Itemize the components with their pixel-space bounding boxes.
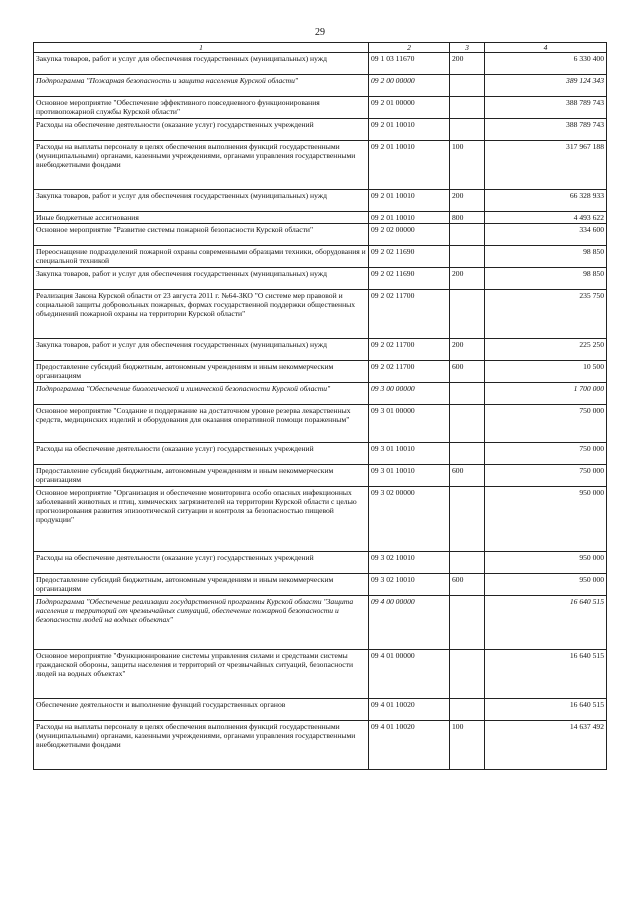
cell-code: 09 4 00 00000: [369, 596, 450, 650]
page-number: 29: [315, 27, 325, 38]
cell-amount: 98 850: [485, 268, 607, 290]
cell-expense-type: [450, 487, 485, 552]
table-row: [34, 75, 607, 97]
cell-code: 09 2 02 11690: [369, 268, 450, 290]
cell-code: 09 2 01 10010: [369, 190, 450, 212]
table-row: [34, 268, 607, 290]
cell-amount: 66 328 933: [485, 190, 607, 212]
cell-expense-type: 600: [450, 361, 485, 383]
cell-amount: 950 000: [485, 487, 607, 552]
cell-expense-type: 100: [450, 141, 485, 190]
cell-expense-type: 200: [450, 339, 485, 361]
cell-expense-type: [450, 224, 485, 246]
table-row: [34, 97, 607, 119]
cell-code: 09 4 01 10020: [369, 699, 450, 721]
table-row: [34, 224, 607, 246]
cell-expense-type: 200: [450, 190, 485, 212]
table-row: [34, 552, 607, 574]
cell-expense-type: [450, 119, 485, 141]
cell-name: Расходы на выплаты персоналу в целях обеспечения выполнения функций государственными (муниципальными) органами, казенными учреждениями, органами управления государственными внебюджетными фондами: [34, 721, 369, 770]
cell-code: 09 3 00 00000: [369, 383, 450, 405]
cell-amount: 950 000: [485, 574, 607, 596]
cell-name: Основное мероприятие "Функционирование системы управления силами и средствами системы гражданской обороны, защиты населения и территорий от чрезвычайных ситуаций, безопасности людей на водных объектах": [34, 650, 369, 699]
budget-table: [33, 42, 607, 770]
cell-name: Предоставление субсидий бюджетным, автономным учреждениям и иным некоммерческим организациям: [34, 574, 369, 596]
cell-expense-type: 100: [450, 721, 485, 770]
cell-amount: 10 500: [485, 361, 607, 383]
cell-expense-type: [450, 552, 485, 574]
cell-name: Предоставление субсидий бюджетным, автономным учреждениям и иным некоммерческим организациям: [34, 361, 369, 383]
cell-code: 09 3 02 00000: [369, 487, 450, 552]
cell-name: Подпрограмма "Обеспечение биологической и химической безопасности Курской области": [34, 383, 369, 405]
cell-code: 09 2 00 00000: [369, 75, 450, 97]
cell-code: 09 3 02 10010: [369, 574, 450, 596]
header-row: [34, 43, 607, 53]
cell-name: Основное мероприятие "Создание и поддержание на достаточном уровне резерва лекарственных средств, медицинских изделий и оборудования для оказания оперативной помощи пораженным": [34, 405, 369, 443]
table-row: [34, 119, 607, 141]
table-row: [34, 574, 607, 596]
cell-name: Основное мероприятие "Развитие системы пожарной безопасности Курской области": [34, 224, 369, 246]
cell-amount: 750 000: [485, 405, 607, 443]
header-col-1: 1: [34, 43, 369, 53]
cell-amount: 950 000: [485, 552, 607, 574]
cell-name: Расходы на обеспечение деятельности (оказание услуг) государственных учреждений: [34, 552, 369, 574]
cell-amount: 16 640 515: [485, 699, 607, 721]
cell-name: Закупка товаров, работ и услуг для обеспечения государственных (муниципальных) нужд: [34, 190, 369, 212]
header-col-4: 4: [485, 43, 607, 53]
cell-code: 09 2 02 11700: [369, 339, 450, 361]
table-row: [34, 290, 607, 339]
table-header: [34, 43, 607, 53]
table-row: [34, 650, 607, 699]
cell-expense-type: [450, 699, 485, 721]
cell-amount: 317 967 188: [485, 141, 607, 190]
cell-code: 09 3 01 10010: [369, 465, 450, 487]
cell-expense-type: 600: [450, 465, 485, 487]
cell-amount: 98 850: [485, 246, 607, 268]
cell-name: Предоставление субсидий бюджетным, автономным учреждениям и иным некоммерческим организациям: [34, 465, 369, 487]
cell-expense-type: [450, 75, 485, 97]
cell-amount: 750 000: [485, 465, 607, 487]
cell-amount: 388 789 743: [485, 97, 607, 119]
cell-code: 09 2 01 10010: [369, 141, 450, 190]
cell-name: Основное мероприятие "Организация и обеспечение мониторинга особо опасных инфекционных заболеваний животных и птиц, химических загрязнителей на территории Курской области с целью прогнозирования развития эпизоотической ситуации и контроля за безопасностью пищевой продукции": [34, 487, 369, 552]
cell-amount: 389 124 343: [485, 75, 607, 97]
cell-expense-type: [450, 405, 485, 443]
cell-code: 09 2 01 10010: [369, 212, 450, 224]
table-row: [34, 721, 607, 770]
cell-name: Расходы на обеспечение деятельности (оказание услуг) государственных учреждений: [34, 443, 369, 465]
cell-expense-type: [450, 596, 485, 650]
header-col-3: 3: [450, 43, 485, 53]
table-row: [34, 212, 607, 224]
cell-code: 09 2 02 11700: [369, 290, 450, 339]
cell-expense-type: 800: [450, 212, 485, 224]
table-body: [34, 53, 607, 770]
cell-code: 09 2 02 11690: [369, 246, 450, 268]
cell-expense-type: 200: [450, 53, 485, 75]
cell-name: Закупка товаров, работ и услуг для обеспечения государственных (муниципальных) нужд: [34, 53, 369, 75]
table-row: [34, 443, 607, 465]
cell-code: 09 4 01 00000: [369, 650, 450, 699]
table-row: [34, 487, 607, 552]
cell-name: Обеспечение деятельности и выполнение функций государственных органов: [34, 699, 369, 721]
cell-code: 09 3 02 10010: [369, 552, 450, 574]
cell-expense-type: [450, 246, 485, 268]
cell-name: Расходы на выплаты персоналу в целях обеспечения выполнения функций государственными (муниципальными) органами, казенными учреждениями, органами управления государственными внебюджетными фондами: [34, 141, 369, 190]
cell-amount: 235 750: [485, 290, 607, 339]
cell-name: Закупка товаров, работ и услуг для обеспечения государственных (муниципальных) нужд: [34, 339, 369, 361]
table-row: [34, 141, 607, 190]
cell-code: 09 2 02 00000: [369, 224, 450, 246]
cell-amount: 4 493 622: [485, 212, 607, 224]
cell-amount: 334 600: [485, 224, 607, 246]
cell-code: 09 2 01 10010: [369, 119, 450, 141]
cell-name: Реализация Закона Курской области от 23 августа 2011 г. №64-ЗКО "О системе мер правовой и социальной защиты добровольных пожарных, формах государственной поддержки общественных объединений пожарной охраны на территории Курской области": [34, 290, 369, 339]
cell-amount: 1 700 000: [485, 383, 607, 405]
cell-amount: 6 330 400: [485, 53, 607, 75]
cell-amount: 16 640 515: [485, 596, 607, 650]
cell-expense-type: 600: [450, 574, 485, 596]
cell-name: Иные бюджетные ассигнования: [34, 212, 369, 224]
cell-amount: 14 637 492: [485, 721, 607, 770]
table-row: [34, 405, 607, 443]
cell-name: Переоснащение подразделений пожарной охраны современными образцами техники, оборудования и специальной техникой: [34, 246, 369, 268]
cell-name: Расходы на обеспечение деятельности (оказание услуг) государственных учреждений: [34, 119, 369, 141]
cell-expense-type: 200: [450, 268, 485, 290]
header-col-2: 2: [369, 43, 450, 53]
table-row: [34, 465, 607, 487]
cell-name: Подпрограмма "Пожарная безопасность и защита населения Курской области": [34, 75, 369, 97]
cell-amount: 388 789 743: [485, 119, 607, 141]
table-row: [34, 699, 607, 721]
cell-code: 09 3 01 00000: [369, 405, 450, 443]
cell-amount: 16 640 515: [485, 650, 607, 699]
cell-expense-type: [450, 290, 485, 339]
table-row: [34, 383, 607, 405]
cell-expense-type: [450, 650, 485, 699]
cell-code: 09 2 02 11700: [369, 361, 450, 383]
cell-expense-type: [450, 443, 485, 465]
cell-code: 09 1 03 11670: [369, 53, 450, 75]
cell-expense-type: [450, 383, 485, 405]
table-row: [34, 53, 607, 75]
table-row: [34, 596, 607, 650]
cell-name: Закупка товаров, работ и услуг для обеспечения государственных (муниципальных) нужд: [34, 268, 369, 290]
cell-amount: 750 000: [485, 443, 607, 465]
cell-code: 09 3 01 10010: [369, 443, 450, 465]
cell-code: 09 2 01 00000: [369, 97, 450, 119]
cell-code: 09 4 01 10020: [369, 721, 450, 770]
table-row: [34, 339, 607, 361]
cell-name: Основное мероприятие "Обеспечение эффективного повседневного функционирования противопожарной службы Курской области": [34, 97, 369, 119]
cell-amount: 225 250: [485, 339, 607, 361]
table-row: [34, 190, 607, 212]
cell-expense-type: [450, 97, 485, 119]
table-row: [34, 361, 607, 383]
table-row: [34, 246, 607, 268]
cell-name: Подпрограмма "Обеспечение реализации государственной программы Курской области "Защита населения и территорий от чрезвычайных ситуаций, обеспечение пожарной безопасности и безопасности людей на водных объектах": [34, 596, 369, 650]
